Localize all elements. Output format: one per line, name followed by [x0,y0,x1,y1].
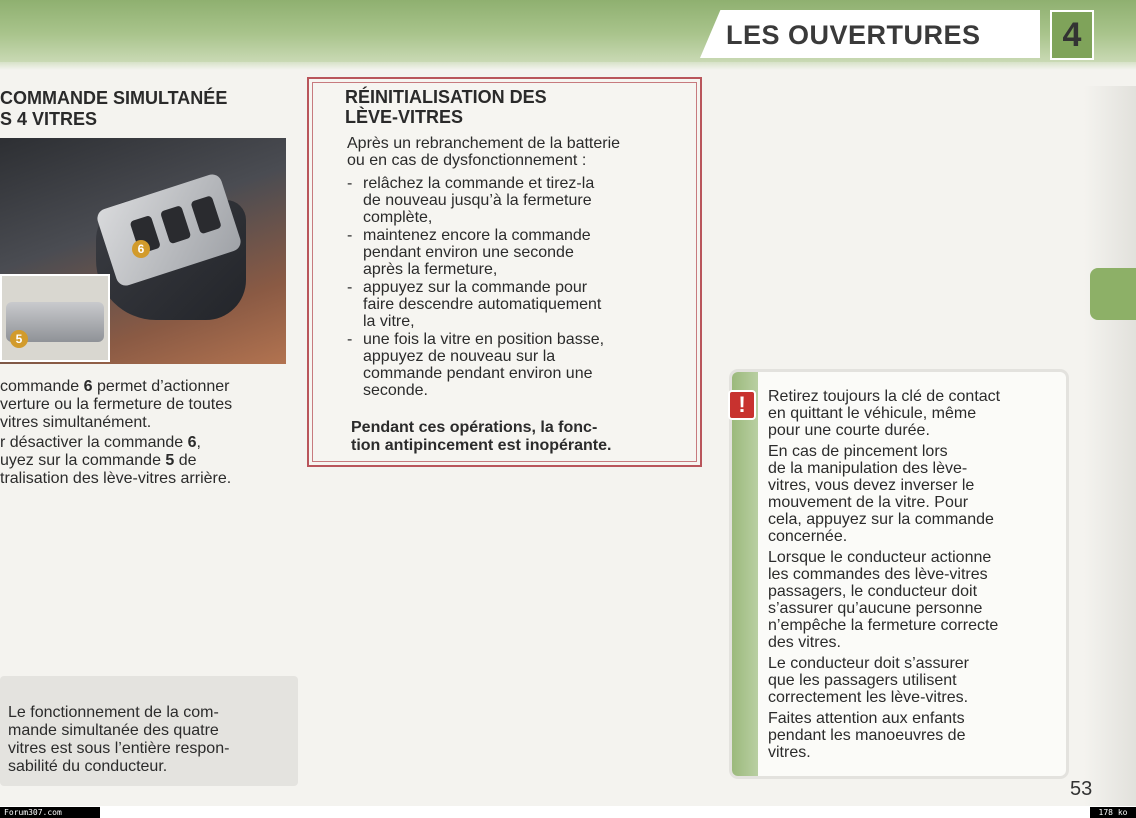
text-line: de nouveau jusqu’à la fermeture [363,192,592,209]
page-edge [1084,86,1136,806]
left-note-box [0,676,298,786]
text-line: vitres, vous devez inverser le [768,477,975,494]
text-line: seconde. [363,382,428,399]
inset-photo [0,274,110,362]
switch-button [190,195,221,234]
text-line: tion antipincement est inopérante. [351,437,612,454]
paragraph [0,378,292,432]
page-number: 53 [1070,778,1093,800]
text-line: que les passagers utilisent [768,672,957,689]
text-line: Le fonctionnement de la com- [8,704,219,721]
text-line: Le conducteur doit s’assurer [768,655,969,672]
text-line: uyez sur la commande 5 de [0,452,197,469]
paragraph [768,443,1058,545]
text-line: pendant les manoeuvres de [768,727,966,744]
switch-button [160,205,191,244]
reset-warning [351,419,681,455]
title-line: RÉINITIALISATION DES [345,87,547,107]
text-line: mouvement de la vitre. Pour [768,494,969,511]
text-line: cela, appuyez sur la commande [768,511,994,528]
text-line: Lorsque le conducteur actionne [768,549,992,566]
paragraph [0,434,292,488]
reset-procedure-box [307,77,702,467]
callout-badge-6: 6 [132,240,150,258]
reset-steps [347,175,677,400]
text-line: r désactiver la commande 6, [0,434,201,451]
reset-title [345,87,547,127]
text-line: Retirez toujours la clé de contact [768,388,1001,405]
text-line: commande pendant environ une [363,365,593,382]
text-line: vitres est sous l’entière respon- [8,740,230,757]
text-line: ou en cas de dysfonctionnement : [347,152,587,169]
text-line: - relâchez la commande et tirez-la [363,175,595,192]
window-switch-photo [0,138,286,364]
paragraph [768,655,1058,706]
text-line: complète, [363,209,433,226]
text-line: les commandes des lève-vitres [768,566,988,583]
warning-side-bar [732,372,758,776]
chapter-number: 4 [1062,15,1082,54]
bottom-strip [0,806,1136,818]
list-item [347,227,677,278]
list-item [347,331,677,399]
text-line: faire descendre automatiquement [363,296,602,313]
text-line: après la fermeture, [363,261,498,278]
warning-text [768,388,1058,765]
text-line: Après un rebranchement de la batterie [347,135,621,152]
text-line: de la manipulation des lève- [768,460,968,477]
note-text [8,704,292,776]
text-line: s’assurer qu’aucune personne [768,600,983,617]
chapter-tab [1050,10,1094,60]
text-line: - une fois la vitre en position basse, [363,331,605,348]
text-line: verture ou la fermeture de toutes [0,396,233,413]
list-item [347,279,677,330]
title-line: S 4 VITRES [0,109,98,129]
text-line: correctement les lève-vitres. [768,689,969,706]
paragraph [768,710,1058,761]
text-line: vitres simultanément. [0,414,152,431]
text-line: pendant environ une seconde [363,244,574,261]
title-line: COMMANDE SIMULTANÉE [0,88,228,108]
text-line: passagers, le conducteur doit [768,583,978,600]
chapter-edge-tab [1090,268,1136,320]
text-line: appuyez de nouveau sur la [363,348,556,365]
chapter-title: LES OUVERTURES [726,20,981,50]
title-line: LÈVE-VITRES [345,107,464,127]
list-item [347,175,677,226]
left-section-title [0,88,290,130]
text-line: Faites attention aux enfants [768,710,965,727]
file-size-tag: 178 ko [1090,807,1136,818]
forum-watermark: Forum307.com [0,807,100,818]
paragraph [768,549,1058,651]
text-line: commande 6 permet d’actionner [0,378,230,395]
text-line: Pendant ces opérations, la fonc- [351,419,598,436]
paragraph [768,388,1058,439]
text-line: la vitre, [363,313,415,330]
reset-intro [347,135,677,169]
header-fade [0,62,1136,70]
text-line: pour une courte durée. [768,422,930,439]
text-line: - maintenez encore la commande [363,227,591,244]
exclamation-icon: ! [728,390,756,420]
text-line: sabilité du conducteur. [8,758,168,775]
text-line: mande simultanée des quatre [8,722,219,739]
text-line: en quittant le véhicule, même [768,405,977,422]
text-line: vitres. [768,744,811,761]
text-line: n’empêche la fermeture correcte [768,617,999,634]
safety-warning-box [732,372,1066,776]
text-line: tralisation des lève-vitres arrière. [0,470,232,487]
text-line: En cas de pincement lors [768,443,948,460]
text-line: - appuyez sur la commande pour [363,279,588,296]
text-line: des vitres. [768,634,841,651]
callout-badge-5: 5 [10,330,28,348]
left-body-text [0,378,292,490]
text-line: concernée. [768,528,848,545]
